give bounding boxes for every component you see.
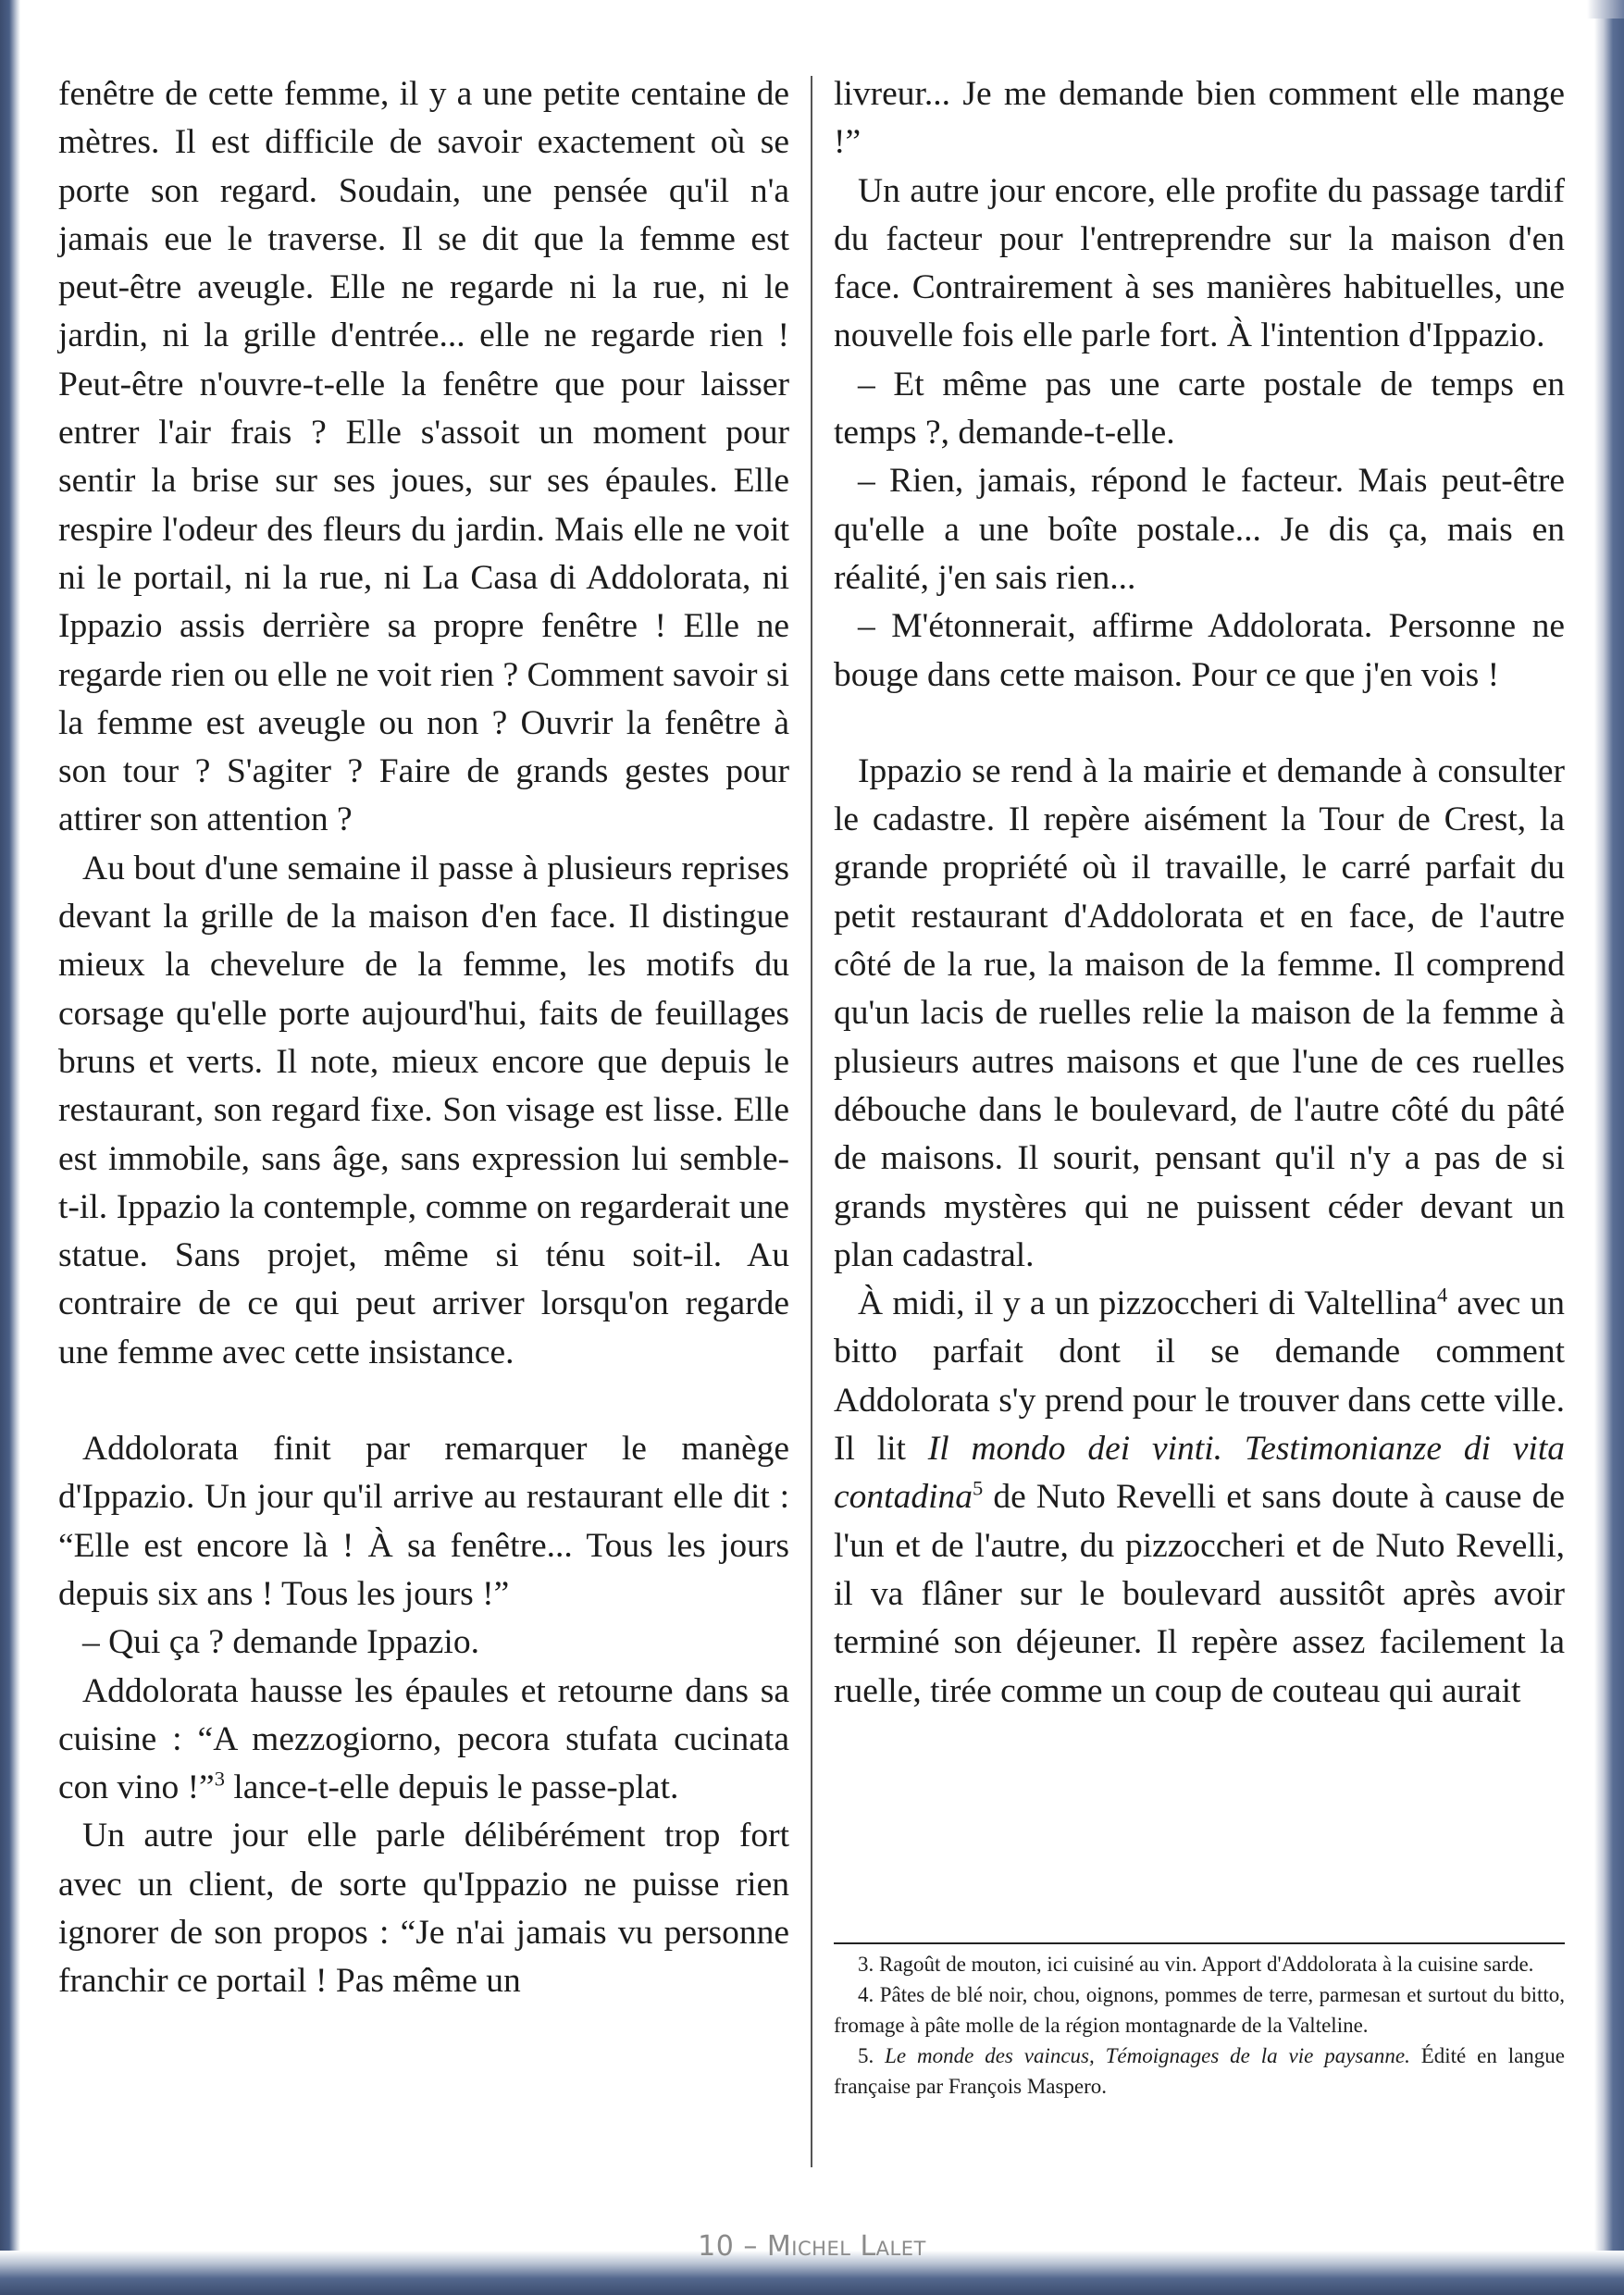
page-frame-corner [1587, 0, 1624, 19]
footnote-text: Édité en langue française par François Maspero. [834, 2044, 1566, 2098]
footnote-3: 3. Ragoût de mouton, ici cuisiné au vin. Apport d'Addolorata à la cuisine sarde. [858, 1953, 1534, 1976]
page-footer [0, 2230, 1624, 2263]
footnote-rule [834, 1942, 1565, 1944]
paragraph [834, 1280, 1565, 1716]
footnote-ref-4: 4 [1437, 1283, 1448, 1307]
paragraph: livreur... Je me demande bien comment elle mange !” [834, 75, 1565, 162]
footnote-number: 5. [858, 2044, 886, 2067]
paragraph: Ippazio se rend à la mairie et demande à consulter le cadastre. Il repère aisément la Tour de Crest, la grande propriété où il travaille, le carré parfait du petit restaurant d'Addolorata et en face, de l'autre côté de la rue, la maison de la femme. Il comprend qu'un lacis de ruelles relie la maison de la femme à plusieurs autres maisons et que l'une de ces ruelles débouche dans le boulevard, de l'autre côté du pâté de maisons. Il sourit, pensant qu'il n'y a pas de si grands mystères qui ne puissent céder devant un plan cadastral. [834, 751, 1565, 1274]
footer-separator: – [734, 2230, 767, 2263]
footnotes [834, 1949, 1565, 2102]
page-frame-right [1594, 0, 1624, 2295]
paragraph: Addolorata finit par remarquer le manège d'Ippazio. Un jour qu'il arrive au restaurant elle dit : “Elle est encore là ! À sa fenêtre... Tous les jours depuis six ans ! Tous les jours !” [58, 1430, 789, 1613]
paragraph: – M'étonnerait, affirme Addolorata. Personne ne bouge dans cette maison. Pour ce que j'en vois ! [834, 607, 1565, 694]
footnote-ref-3: 3 [214, 1767, 225, 1791]
paragraph: fenêtre de cette femme, il y a une petite centaine de mètres. Il est difficile de savoir exactement où se porte son regard. Soudain, une pensée qu'il n'a jamais eue le traverse. Il se dit que la femme est peut-être aveugle. Elle ne regarde ni la rue, ni le jardin, ni la grille d'entrée... elle ne regarde rien ! Peut-être n'ouvre-t-elle la fenêtre que pour laisser entrer l'air frais ? Elle s'assoit un moment pour sentir la brise sur ses joues, sur ses épaules. Elle respire l'odeur des fleurs du jardin. Mais elle ne voit ni le portail, ni la rue, ni La Casa di Addolorata, ni Ippazio assis derrière sa propre fenêtre ! Elle ne regarde rien ou elle ne voit rien ? Comment savoir si la femme est aveugle ou non ? Ouvrir la fenêtre à son tour ? S'agiter ? Faire de grands gestes pour attirer son attention ? [58, 75, 789, 839]
book-title: Il mondo dei vinti. Testimonianze di vita contadina [834, 1430, 1565, 1517]
footnote-ref-5: 5 [972, 1476, 984, 1500]
footnote-4: 4. Pâtes de blé noir, chou, oignons, pommes de terre, parmesan et surtout du bitto, fromage à pâte molle de la région montagnarde de la Valteline. [834, 1983, 1565, 2037]
page-frame-left [0, 0, 20, 2295]
paragraph: Un autre jour encore, elle profite du passage tardif du facteur pour l'entreprendre sur la maison d'en face. Contrairement à ses manières habituelles, une nouvelle fois elle parle fort. À l'intention d'Ippazio. [834, 171, 1565, 355]
page-number: 10 [698, 2230, 735, 2263]
author-name: Michel Lalet [766, 2230, 926, 2263]
left-column [58, 70, 789, 2006]
paragraph: Au bout d'une semaine il passe à plusieurs reprises devant la grille de la maison d'en face. Il distingue mieux la chevelure de la femme, les motifs du corsage qu'elle porte aujourd'hui, faits de feuillages bruns et verts. Il note, mieux encore que depuis le restaurant, son regard fixe. Son visage est lisse. Elle est immobile, sans âge, sans expression lui semble-t-il. Ippazio la contemple, comme on regarderait une statue. Sans projet, même si ténu soit-il. Au contraire de ce qui peut arriver lorsqu'on regarde une femme avec cette insistance. [58, 849, 789, 1371]
paragraph-text: Addolorata hausse les épaules et retourne dans sa cuisine : “A mezzogiorno, pecora stufata cucinata con vino !” [58, 1671, 789, 1807]
column-divider [811, 76, 812, 2167]
paragraph-text: lance-t-elle depuis le passe-plat. [224, 1768, 679, 1807]
paragraph-text: À midi, il y a un pizzoccheri di Valtellina [858, 1284, 1438, 1323]
paragraph: Un autre jour elle parle délibérément trop fort avec un client, de sorte qu'Ippazio ne puisse rien ignorer de son propos : “Je n'ai jamais vu personne franchir ce portail ! Pas même un [58, 1817, 789, 2001]
paragraph [58, 1668, 789, 1813]
footnote-title: Le monde des vaincus, Témoignages de la vie paysanne. [885, 2044, 1410, 2067]
footnote-5 [834, 2041, 1565, 2102]
paragraph: – Qui ça ? demande Ippazio. [82, 1623, 479, 1662]
paragraph-text: avec un bitto parfait dont il se demande comment Addolorata s'y prend pour le trouver dans cette ville. Il lit [834, 1284, 1566, 1469]
right-column [834, 70, 1565, 1716]
paragraph: – Et même pas une carte postale de temps en temps ?, demande-t-elle. [834, 365, 1565, 453]
paragraph: – Rien, jamais, répond le facteur. Mais peut-être qu'elle a une boîte postale... Je dis ça, mais en réalité, j'en sais rien... [834, 462, 1565, 597]
paragraph-text: de Nuto Revelli et sans doute à cause de l'un et de l'autre, du pizzoccheri et de Nuto Revelli, il va flâner sur le boulevard aussitôt après avoir terminé son déjeuner. Il repère assez facilement la ruelle, tirée comme un coup de couteau qui aurait [834, 1478, 1565, 1710]
